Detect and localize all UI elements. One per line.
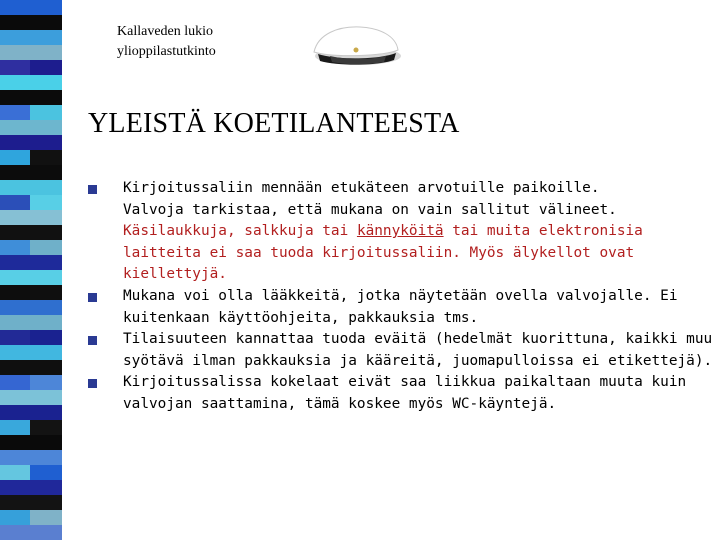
- stripe-block: [30, 240, 62, 256]
- item1-line1: Kirjoitussaliin mennään etukäteen arvotuille paikoille.: [123, 180, 600, 196]
- stripe-block: [0, 300, 62, 316]
- page-title: YLEISTÄ KOETILANTEESTA: [88, 108, 460, 139]
- list-item: [88, 372, 714, 415]
- stripe-block: [0, 135, 62, 151]
- stripe-block: [0, 315, 62, 331]
- header-text: [117, 22, 216, 62]
- stripe-block: [30, 105, 62, 121]
- stripe-block: [0, 45, 62, 61]
- stripe-block: [0, 435, 62, 451]
- stripe-block: [0, 90, 62, 106]
- stripe-block: [30, 375, 62, 391]
- stripe-block: [0, 480, 62, 496]
- item4-text: Kirjoitussalissa kokelaat eivät saa liikkua paikaltaan muuta kuin valvojan saattamina, tämä koskee myös WC-käyntejä.: [123, 374, 687, 412]
- stripe-block: [0, 390, 62, 406]
- student-cap-image: [308, 16, 402, 70]
- stripe-block: [0, 120, 62, 136]
- item2-text: Mukana voi olla lääkkeitä, jotka näytetään ovella valvojalle. Ei kuitenkaan käyttöohjeita, pakkauksia tms.: [123, 287, 678, 326]
- stripe-block: [30, 150, 62, 166]
- stripe-block: [30, 15, 62, 31]
- item1-line2: Valvoja tarkistaa, että mukana on vain sallitut välineet.: [123, 201, 617, 218]
- item3-text: Tilaisuuteen kannattaa tuoda eväitä (hedelmät kuorittuna, kaikki muu syötävä ilman pakkauksia ja kääreitä, juomapulloissa ei etikettejä).: [123, 331, 713, 369]
- square-bullet-icon: [88, 379, 97, 388]
- square-bullet-icon: [88, 336, 97, 345]
- item1-warning-rest: tai muita elektronisia laitteita ei saa tuoda kirjoitussaliin. Myös älykellot ovat kiellettyjä.: [123, 223, 643, 283]
- stripe-block: [30, 330, 62, 346]
- stripe-block: [0, 405, 62, 421]
- stripe-block: [0, 210, 62, 226]
- decorative-left-stripe: [0, 0, 62, 540]
- stripe-block: [0, 495, 62, 511]
- list-item: [88, 286, 714, 329]
- bullet-list: [88, 178, 714, 416]
- square-bullet-icon: [88, 185, 97, 194]
- stripe-block: [30, 60, 62, 76]
- school-name: Kallaveden lukio: [117, 24, 214, 39]
- stripe-block: [0, 165, 62, 181]
- stripe-block: [30, 465, 62, 481]
- list-item: [88, 178, 714, 286]
- stripe-block: [30, 195, 62, 211]
- phones-link: kännyköitä: [356, 223, 444, 240]
- stripe-block: [30, 420, 62, 436]
- stripe-block: [0, 255, 62, 271]
- stripe-block: [0, 0, 62, 16]
- stripe-block: [0, 75, 62, 91]
- item1-warning-prefix: Käsilaukkuja, salkkuja tai: [123, 223, 357, 240]
- stripe-block: [0, 270, 62, 286]
- square-bullet-icon: [88, 293, 97, 302]
- list-item: [88, 329, 714, 372]
- stripe-block: [0, 30, 62, 46]
- stripe-block: [30, 510, 62, 526]
- stripe-block: [0, 525, 62, 540]
- stripe-block: [0, 225, 62, 241]
- stripe-block: [0, 345, 62, 361]
- exam-name: ylioppilastutkinto: [117, 44, 216, 59]
- stripe-block: [0, 180, 62, 196]
- item1-warning: [123, 223, 643, 282]
- stripe-block: [30, 285, 62, 301]
- stripe-block: [0, 450, 62, 466]
- stripe-block: [0, 360, 62, 376]
